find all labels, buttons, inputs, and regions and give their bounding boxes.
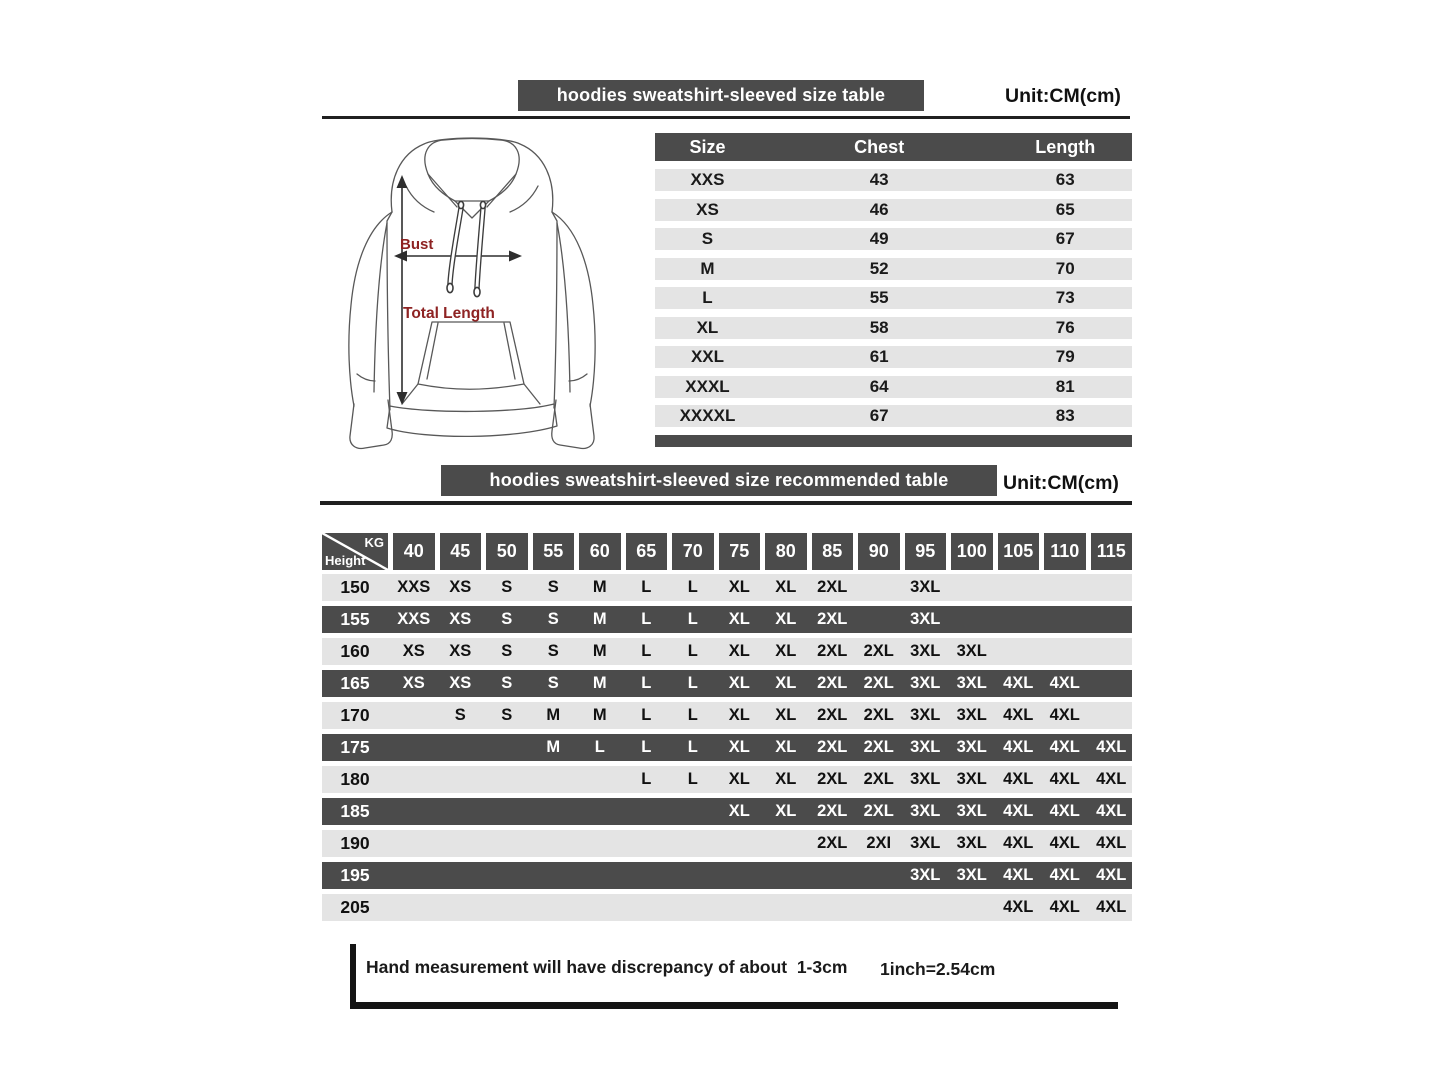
- size-recommendation-cell: 3XL: [956, 738, 987, 756]
- size-recommendation-cell: S: [501, 610, 513, 628]
- size-recommendation-cell: L: [641, 642, 652, 660]
- size-recommendation-cell: 3XL: [956, 770, 987, 788]
- size-recommendation-cell: L: [687, 610, 698, 628]
- hoodie-outline: [349, 138, 595, 448]
- height-label: 185: [340, 801, 370, 821]
- size-recommendation-cell: 2XL: [817, 738, 848, 756]
- size-recommendation-cell: M: [592, 610, 607, 628]
- size-recommendation-cell: 4XL: [1003, 770, 1034, 788]
- length-cell: 79: [1055, 347, 1075, 366]
- size-recommendation-cell: XL: [728, 802, 750, 820]
- size-recommendation-cell: XXS: [397, 578, 431, 596]
- height-row-180: [322, 766, 1132, 793]
- height-row-160: [322, 638, 1132, 665]
- size-recommendation-cell: 4XL: [1049, 866, 1080, 884]
- weight-column-header: 40: [393, 533, 435, 570]
- size-recommendation-cell: XS: [402, 642, 425, 660]
- size-recommendation-cell: 2XL: [863, 802, 894, 820]
- size-recommendation-cell: 2XL: [817, 578, 848, 596]
- size-recommendation-cell: S: [501, 706, 513, 724]
- height-label: 160: [340, 641, 370, 661]
- size-recommendation-cell: L: [687, 642, 698, 660]
- height-label: 180: [340, 769, 370, 789]
- size-recommendation-cell: L: [687, 738, 698, 756]
- weight-column-header: 100: [951, 533, 993, 570]
- length-cell: 73: [1055, 288, 1075, 307]
- height-label: 205: [340, 897, 370, 917]
- size-cell: XXL: [690, 347, 724, 366]
- chest-cell: 43: [869, 170, 889, 189]
- size-recommendation-cell: XS: [449, 578, 472, 596]
- size-recommendation-cell: 4XL: [1003, 674, 1034, 692]
- size-table: [655, 133, 1132, 447]
- size-recommendation-cell: L: [641, 610, 652, 628]
- footnote-vertical-bar: [350, 944, 356, 1008]
- size-table-title-bar: [518, 80, 924, 111]
- size-recommendation-cell: 2XL: [817, 770, 848, 788]
- size-recommendation-cell: 4XL: [1096, 738, 1127, 756]
- size-recommendation-cell: 3XL: [910, 866, 941, 884]
- size-recommendation-cell: L: [687, 578, 698, 596]
- size-recommendation-cell: 2XL: [817, 642, 848, 660]
- size-recommendation-cell: 2XL: [817, 610, 848, 628]
- size-recommendation-cell: M: [592, 642, 607, 660]
- size-recommendation-cell: XS: [402, 674, 425, 692]
- size-recommendation-cell: 4XL: [1003, 802, 1034, 820]
- size-recommendation-cell: XL: [728, 578, 750, 596]
- size-recommendation-cell: 4XL: [1049, 898, 1080, 916]
- size-cell: XXXL: [685, 376, 730, 396]
- size-cell: XXXXL: [679, 406, 736, 425]
- size-recommendation-cell: 4XL: [1096, 802, 1127, 820]
- size-recommendation-cell: XL: [728, 642, 750, 660]
- size-recommendation-cell: 2XL: [817, 706, 848, 724]
- size-recommendation-cell: XL: [775, 674, 797, 692]
- size-cell: XS: [696, 199, 719, 219]
- size-recommendation-cell: 3XL: [956, 642, 987, 660]
- size-recommendation-cell: 3XL: [956, 706, 987, 724]
- size-recommendation-cell: M: [546, 706, 561, 724]
- unit-label: Unit:CM(cm): [1005, 85, 1121, 107]
- size-recommendation-cell: XL: [775, 610, 797, 628]
- size-recommendation-cell: S: [547, 610, 559, 628]
- size-cell: M: [700, 258, 715, 278]
- bust-label: Bust: [400, 236, 434, 253]
- weight-column-header: 105: [998, 533, 1040, 570]
- chest-cell: 64: [869, 376, 889, 396]
- height-row-170: [322, 702, 1132, 729]
- column-header-chest: Chest: [854, 136, 905, 157]
- size-recommendation-cell: 4XL: [1003, 866, 1034, 884]
- size-recommendation-cell: 3XL: [910, 610, 941, 628]
- size-recommendation-cell: S: [501, 578, 513, 596]
- size-recommendation-cell: 4XL: [1049, 770, 1080, 788]
- weight-column-header: 90: [858, 533, 900, 570]
- chest-cell: 49: [869, 229, 889, 248]
- matrix-header-row: [322, 533, 1132, 570]
- size-recommendation-cell: XXS: [397, 610, 431, 628]
- height-label: 195: [340, 865, 370, 885]
- height-row-195: [322, 862, 1132, 889]
- height-row-205: [322, 894, 1132, 921]
- size-recommendation-cell: 2XL: [863, 738, 894, 756]
- size-recommendation-cell: 4XL: [1049, 802, 1080, 820]
- size-recommendation-cell: 4XL: [1003, 738, 1034, 756]
- size-table-row: [655, 317, 1132, 339]
- length-cell: 81: [1055, 376, 1075, 396]
- size-recommendation-cell: L: [687, 770, 698, 788]
- length-cell: 65: [1055, 199, 1075, 219]
- size-recommendation-cell: XL: [775, 770, 797, 788]
- weight-column-header: 95: [905, 533, 947, 570]
- size-recommendation-cell: L: [641, 674, 652, 692]
- chest-cell: 55: [869, 288, 889, 307]
- size-recommendation-cell: 3XL: [956, 866, 987, 884]
- size-recommendation-cell: 2XL: [863, 770, 894, 788]
- size-recommendation-cell: XS: [449, 642, 472, 660]
- size-recommendation-cell: M: [592, 578, 607, 596]
- chest-cell: 67: [869, 406, 889, 425]
- size-recommendation-cell: L: [687, 674, 698, 692]
- size-recommendation-cell: 3XL: [956, 802, 987, 820]
- height-label: 155: [340, 609, 370, 629]
- size-recommendation-cell: S: [547, 642, 559, 660]
- divider-line: [320, 501, 1132, 505]
- size-recommendation-cell: S: [501, 674, 513, 692]
- size-recommendation-cell: XL: [728, 738, 750, 756]
- size-recommendation-cell: 4XL: [1003, 898, 1034, 916]
- size-recommendation-cell: 4XL: [1096, 834, 1127, 852]
- hoodie-diagram: [330, 128, 620, 463]
- size-recommendation-cell: 3XL: [910, 674, 941, 692]
- size-recommendation-cell: 2XL: [863, 706, 894, 724]
- size-recommendation-cell: L: [641, 770, 652, 788]
- size-table-row: [655, 169, 1132, 191]
- height-row-175: [322, 734, 1132, 761]
- size-table-row: [655, 228, 1132, 250]
- corner-kg-label: KG: [364, 535, 384, 550]
- footnote-conversion: 1inch=2.54cm: [880, 959, 996, 979]
- size-recommendation-cell: 4XL: [1003, 834, 1034, 852]
- size-recommendation-cell: XL: [728, 674, 750, 692]
- length-cell: 63: [1055, 170, 1075, 189]
- size-cell: S: [701, 229, 714, 248]
- size-recommendation-cell: XL: [728, 770, 750, 788]
- footnote-horizontal-bar: [350, 1002, 1118, 1009]
- size-recommendation-cell: S: [547, 674, 559, 692]
- size-recommendation-cell: 2XL: [817, 802, 848, 820]
- size-recommendation-cell: L: [641, 738, 652, 756]
- size-recommendation-cell: XL: [775, 706, 797, 724]
- size-recommendation-cell: 4XL: [1003, 706, 1034, 724]
- chest-cell: 52: [869, 258, 889, 278]
- length-cell: 70: [1055, 258, 1075, 278]
- unit-label: Unit:CM(cm): [1003, 472, 1119, 494]
- recommended-size-matrix: [322, 533, 1132, 926]
- size-recommendation-cell: XS: [449, 674, 472, 692]
- size-recommendation-cell: XL: [728, 610, 750, 628]
- size-table-footer-bar: [655, 435, 1132, 447]
- weight-column-header: 75: [719, 533, 761, 570]
- size-table-row: [655, 376, 1132, 398]
- size-table-row: [655, 346, 1132, 368]
- length-cell: 83: [1055, 406, 1075, 425]
- length-cell: 76: [1055, 317, 1075, 337]
- size-cell: L: [702, 288, 713, 307]
- size-table-row: [655, 405, 1132, 427]
- size-recommendation-cell: 3XL: [910, 642, 941, 660]
- size-recommendation-cell: XL: [728, 706, 750, 724]
- height-row-190: [322, 830, 1132, 857]
- size-recommendation-cell: XL: [775, 578, 797, 596]
- weight-column-header: 55: [533, 533, 575, 570]
- size-recommendation-cell: XL: [775, 738, 797, 756]
- size-recommendation-cell: 3XL: [956, 834, 987, 852]
- size-recommendation-cell: 2XL: [817, 674, 848, 692]
- size-recommendation-cell: M: [592, 706, 607, 724]
- total-length-label: Total Length: [403, 305, 495, 322]
- size-recommendation-cell: M: [546, 738, 561, 756]
- column-header-length: Length: [1035, 136, 1096, 157]
- size-recommendation-cell: 2XL: [863, 674, 894, 692]
- size-table-row: [655, 258, 1132, 280]
- length-cell: 67: [1055, 229, 1075, 248]
- recommended-table-title-bar: [441, 465, 997, 496]
- height-label: 170: [340, 705, 370, 725]
- size-recommendation-cell: XS: [449, 610, 472, 628]
- size-recommendation-cell: S: [501, 642, 513, 660]
- chest-cell: 46: [869, 199, 889, 219]
- weight-column-header: 65: [626, 533, 668, 570]
- footnote-text: Hand measurement will have discrepancy of about 1-3cm: [366, 957, 848, 977]
- recommended-table-title: hoodies sweatshirt-sleeved size recommended table: [489, 470, 949, 490]
- weight-column-header: 70: [672, 533, 714, 570]
- matrix-corner-cell: [322, 533, 388, 570]
- size-recommendation-cell: XL: [775, 802, 797, 820]
- size-table-body: [655, 169, 1132, 427]
- size-recommendation-cell: S: [454, 706, 466, 724]
- size-recommendation-cell: 4XL: [1096, 770, 1127, 788]
- total-length-arrow: [397, 175, 408, 405]
- size-recommendation-cell: 3XL: [910, 802, 941, 820]
- size-recommendation-cell: S: [547, 578, 559, 596]
- height-label: 175: [340, 737, 370, 757]
- weight-column-header: 115: [1091, 533, 1133, 570]
- size-recommendation-cell: 4XL: [1096, 866, 1127, 884]
- matrix-body: [322, 574, 1132, 921]
- height-label: 165: [340, 673, 370, 693]
- size-recommendation-cell: 3XL: [910, 578, 941, 596]
- size-recommendation-cell: M: [592, 674, 607, 692]
- height-label: 150: [340, 577, 370, 597]
- weight-column-header: 60: [579, 533, 621, 570]
- column-header-size: Size: [689, 136, 726, 157]
- size-recommendation-cell: 4XL: [1096, 898, 1127, 916]
- size-recommendation-cell: 2XI: [866, 834, 892, 852]
- weight-column-header: 80: [765, 533, 807, 570]
- size-table-row: [655, 287, 1132, 309]
- chest-cell: 61: [869, 347, 889, 366]
- weight-column-header: 50: [486, 533, 528, 570]
- size-recommendation-cell: 3XL: [910, 770, 941, 788]
- chest-cell: 58: [869, 317, 889, 337]
- size-cell: XL: [696, 317, 719, 337]
- height-row-155: [322, 606, 1132, 633]
- height-row-150: [322, 574, 1132, 601]
- size-recommendation-cell: 4XL: [1049, 834, 1080, 852]
- size-recommendation-cell: L: [641, 706, 652, 724]
- height-row-185: [322, 798, 1132, 825]
- divider-line: [322, 116, 1130, 119]
- size-recommendation-cell: XL: [775, 642, 797, 660]
- size-table-title: hoodies sweatshirt-sleeved size table: [556, 85, 886, 105]
- weight-column-header: 110: [1044, 533, 1086, 570]
- height-row-165: [322, 670, 1132, 697]
- size-cell: XXS: [690, 170, 725, 189]
- size-table-row: [655, 199, 1132, 221]
- size-recommendation-cell: 2XL: [863, 642, 894, 660]
- drawstrings: [447, 201, 486, 296]
- size-recommendation-cell: 3XL: [910, 706, 941, 724]
- size-recommendation-cell: L: [594, 738, 605, 756]
- size-table-header: [655, 133, 1132, 161]
- size-recommendation-cell: L: [687, 706, 698, 724]
- weight-column-header: 45: [440, 533, 482, 570]
- size-recommendation-cell: 4XL: [1049, 706, 1080, 724]
- size-recommendation-cell: 4XL: [1049, 674, 1080, 692]
- size-recommendation-cell: 3XL: [910, 834, 941, 852]
- size-recommendation-cell: 2XL: [817, 834, 848, 852]
- size-recommendation-cell: 4XL: [1049, 738, 1080, 756]
- corner-height-label: Height: [325, 553, 366, 568]
- size-recommendation-cell: 3XL: [910, 738, 941, 756]
- height-label: 190: [340, 833, 370, 853]
- weight-column-header: 85: [812, 533, 854, 570]
- size-recommendation-cell: L: [641, 578, 652, 596]
- size-recommendation-cell: 3XL: [956, 674, 987, 692]
